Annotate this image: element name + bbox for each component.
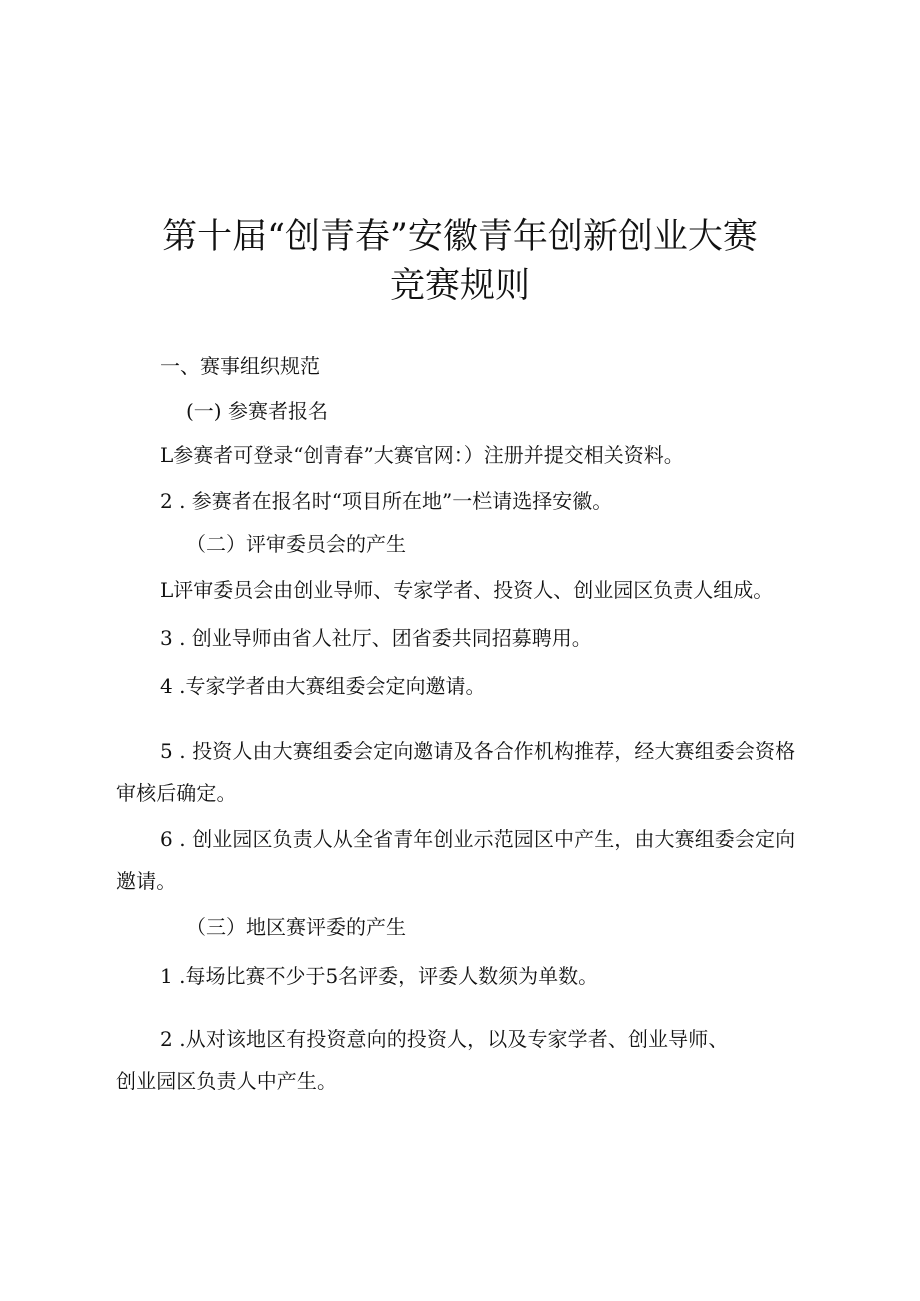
list-item: 2 . 参赛者在报名时“项目所在地”一栏请选择安徽。 xyxy=(160,489,613,513)
document-title-line-2: 竞赛规则 xyxy=(389,266,530,306)
list-item: 5 . 投资人由大赛组委会定向邀请及各合作机构推荐，经大赛组委会资格审核后确定。 xyxy=(116,739,796,805)
list-item: L评审委员会由创业导师、专家学者、投资人、创业园区负责人组成。 xyxy=(160,578,774,602)
list-item: 4 .专家学者由大赛组委会定向邀请。 xyxy=(160,674,486,698)
section-heading: 一、赛事组织规范 xyxy=(160,354,320,378)
list-item: L参赛者可登录“创青春”大赛官网：）注册并提交相关资料。 xyxy=(160,443,684,467)
list-item: 1 .每场比赛不少于5名评委，评委人数须为单数。 xyxy=(160,964,599,988)
subsection-heading: (一) 参赛者报名 xyxy=(186,399,328,423)
list-item: 3 . 创业导师由省人社厅、团省委共同招募聘用。 xyxy=(160,626,592,650)
list-item: 2 .从对该地区有投资意向的投资人，以及专家学者、创业导师、创业园区负责人中产生。 xyxy=(116,1027,729,1093)
list-item: 6 . 创业园区负责人从全省青年创业示范园区中产生，由大赛组委会定向邀请。 xyxy=(116,827,796,893)
document-title-line-1: 第十届“创青春”安徽青年创新创业大赛 xyxy=(162,217,758,257)
subsection-heading: （二）评审委员会的产生 xyxy=(186,532,406,556)
subsection-heading: （三）地区赛评委的产生 xyxy=(186,915,406,939)
